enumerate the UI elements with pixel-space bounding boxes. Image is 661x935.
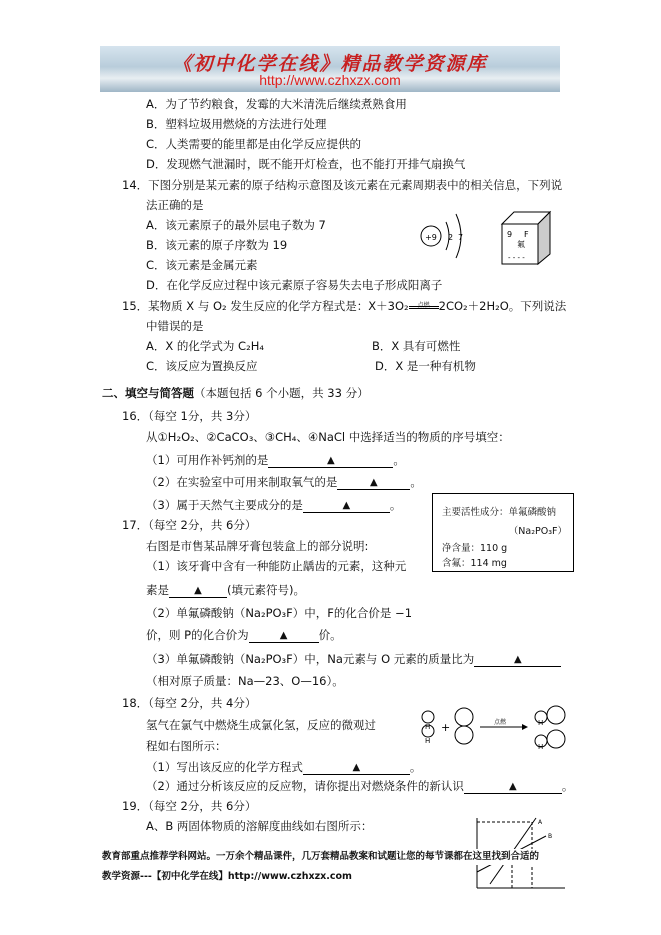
shell2-electrons: 7 [458,233,464,242]
q17-part3-text: （3）单氟磷酸钠（Na₂PO₃F）中，Na元素与 O 元素的质量比为 [146,652,475,666]
q16-answer-blank-2[interactable] [337,476,410,490]
q14-stem: 14．下图分别是某元素的原子结构示意图及该元素在元素周期表中的相关信息，下列说 [122,178,563,192]
q14-option-b: B．该元素的原子序数为 19 [146,238,288,252]
element-name: 氟 [517,240,525,249]
footer-link[interactable]: 教学资源---【初中化学在线】http://www.czhxzx.com [102,871,352,882]
q16-part3-text: （3）属于天然气主要成分的是 [146,498,303,512]
q15-stem-right: 2CO₂＋2H₂O。下列说法 [438,299,567,313]
label-ingredient: 主要活性成分：单氟磷酸钠 [442,507,557,518]
q18-head: 18．（每空 2分，共 4分） [122,696,257,710]
svg-text:H: H [425,737,431,745]
q17-head: 17．（每空 2分，共 6分） [122,518,257,532]
q13-option-b: B．塑料垃圾用燃烧的方法进行处理 [146,117,327,131]
q19-intro: A、B 两固体物质的溶解度曲线如右图所示： [146,819,373,833]
svg-text:+: + [441,721,451,734]
q17-answer-blank-3[interactable] [474,653,561,667]
q17-part1: （1）该牙膏中含有一种能防止龋齿的元素，这种元 [146,559,407,573]
q16-part3 [146,497,401,513]
q15-stem [122,298,566,314]
site-banner [100,46,560,92]
svg-text:B: B [548,833,553,840]
q14-option-a: A．该元素原子的最外层电子数为 7 [146,218,326,232]
q17-part2-text: 价，则 P的化合价为 [146,628,249,642]
q18-answer-blank-1[interactable] [303,761,410,775]
q15-option-a: A．X 的化学式为 C₂H₄ [146,339,264,353]
q17-intro: 右图是市售某品牌牙膏包装盒上的部分说明: [146,539,369,553]
periodic-table-cell [500,210,552,266]
q16-part1-text: （1）可用作补钙剂的是 [146,453,269,467]
svg-text:A: A [538,819,543,826]
period: 。 [409,760,422,774]
banner-title: 《初中化学在线》精品教学资源库 [172,53,488,75]
q18-part1 [146,759,421,775]
q19-head: 19．（每空 2分，共 6分） [122,799,257,813]
label-fluoride: 含氟：114 mg [442,558,507,569]
label-net-content: 净含量：110 g [442,543,508,554]
q17-part2-cont [146,627,342,643]
q13-option-c: C．人类需要的能里都是由化学反应提供的 [146,137,362,151]
q16-answer-blank-3[interactable] [303,499,390,513]
q15-stem-cont: 中错误的是 [146,319,204,333]
q15-option-b: B．X 具有可燃性 [372,339,461,353]
q14-stem-cont: 法正确的是 [146,198,204,212]
q17-part1-cont [146,582,305,598]
shell1-electrons: 2 [448,233,454,242]
period: 。 [410,475,422,489]
label-formula: （Na₂PO₃F） [508,526,567,537]
q18-part2-text: （2）通过分析该反应的反应物，请你提出对燃烧条件的新认识 [146,779,464,793]
svg-text:H: H [538,743,544,751]
q16-part2-text: （2）在实验室中可用来制取氧气的是 [146,475,338,489]
svg-text:H: H [538,719,544,727]
q15-stem-left: 15．某物质 X 与 O₂ 发生反应的化学方程式是：X＋3O₂ [122,299,409,313]
q16-part2 [146,474,422,490]
q16-head: 16．（每空 1分，共 3分） [122,409,257,423]
q17-answer-blank-2[interactable] [249,629,319,643]
svg-text:- - - -: - - - - [508,254,525,262]
q17-part1-hint: (填元素符号)。 [227,583,305,597]
period: 。 [393,453,405,467]
period: 。 [389,498,402,512]
q15-option-d: D．X 是一种有机物 [375,359,476,373]
q18-intro: 氢气在氯气中燃烧生成氯化氢，反应的微观过 [146,718,376,732]
q16-part1 [146,452,405,468]
svg-text:点燃: 点燃 [494,719,507,726]
q18-part1-text: （1）写出该反应的化学方程式 [146,760,303,774]
reaction-condition: 点燃 [409,298,439,309]
reaction-micro-diagram [418,705,568,757]
q14-option-d: D．在化学反应过程中该元素原子容易失去电子形成阳离子 [146,278,443,292]
q17-part2: （2）单氟磷酸钠（Na₂PO₃F）中，F的化合价是 −1 [146,606,413,620]
svg-text:H: H [425,723,431,731]
footer-promo: 教育部重点推荐学科网站。一万余个精品课件，几万套精品教案和试题让您的每节课都在这里找到合适的 [102,849,539,865]
q16-answer-blank-1[interactable] [268,454,393,468]
section-heading [102,385,369,401]
q17-part3 [146,651,561,667]
q15-option-c: C．该反应为置换反应 [146,359,258,373]
atom-structure-diagram [418,210,478,260]
q18-part2 [146,778,573,794]
q17-answer-blank-1[interactable] [169,584,227,598]
nucleus-charge: +9 [425,233,437,242]
atomic-number: 9 [507,230,513,239]
q14-option-c: C．该元素是金属元素 [146,258,258,272]
element-symbol: F [524,230,529,239]
q17-part2-unit: 价。 [318,628,342,642]
q13-option-a: A．为了节约粮食，发霉的大米清洗后继续煮熟食用 [146,97,407,111]
q18-answer-blank-2[interactable] [464,780,562,794]
q18-intro-cont: 程如右图所示： [146,739,227,753]
toothpaste-label-box [432,493,574,572]
banner-url[interactable]: http://www.czhxzx.com [259,72,401,88]
period: 。 [561,779,574,793]
section-title: 二、填空与简答题 [102,386,194,400]
q13-option-d: D．发现燃气泄漏时，既不能开灯检查，也不能打开排气扇换气 [146,157,466,171]
q17-part1-text: 素是 [146,583,169,597]
q17-atomic-masses: （相对原子质量：Na—23、O—16）。 [146,674,344,688]
q16-intro: 从①H₂O₂、②CaCO₃、③CH₄、④NaCl 中选择适当的物质的序号填空： [146,430,510,444]
section-note: （本题包括 6 个小题，共 33 分） [194,386,369,400]
